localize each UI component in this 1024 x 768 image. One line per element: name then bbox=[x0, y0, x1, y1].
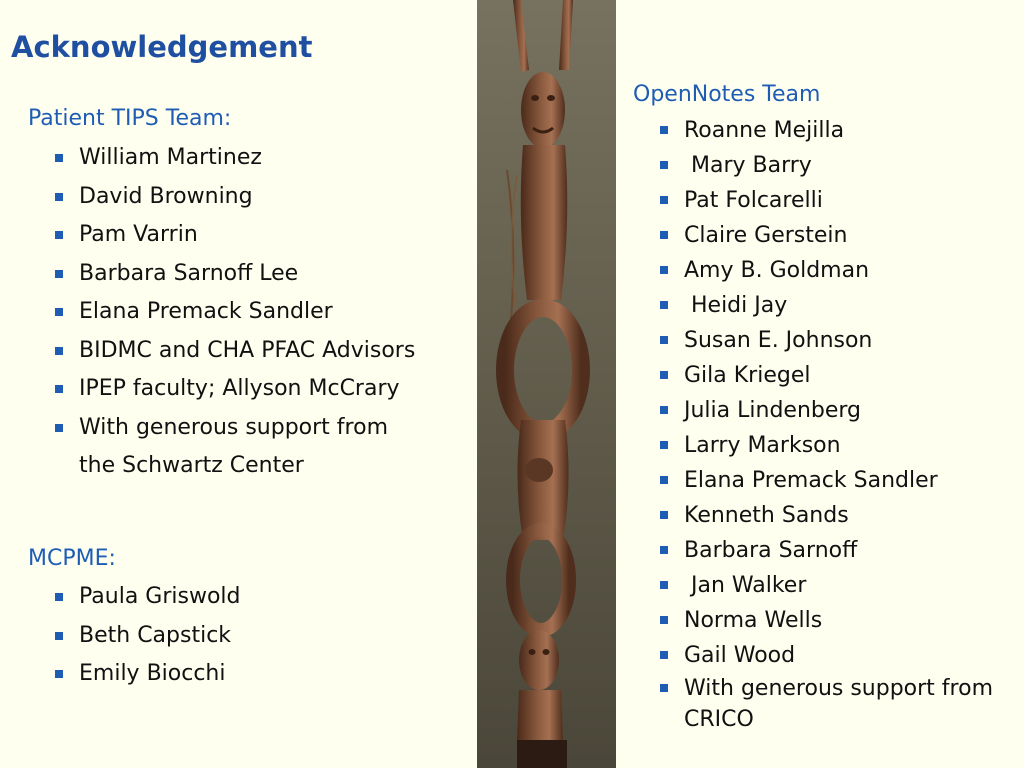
list-item: Beth Capstick bbox=[79, 617, 241, 656]
list-item: Emily Biocchi bbox=[79, 655, 241, 694]
square-bullet-icon bbox=[660, 441, 668, 449]
list-item: Gila Kriegel bbox=[684, 358, 993, 393]
opennotes-list bbox=[684, 113, 993, 735]
list-item: Pam Varrin bbox=[79, 216, 415, 255]
square-bullet-icon bbox=[660, 301, 668, 309]
support-line-1: With generous support from bbox=[684, 676, 993, 701]
carved-totem-photo bbox=[477, 0, 616, 768]
square-bullet-icon bbox=[660, 651, 668, 659]
square-bullet-icon bbox=[55, 424, 63, 432]
square-bullet-icon bbox=[55, 193, 63, 201]
list-item: BIDMC and CHA PFAC Advisors bbox=[79, 332, 415, 371]
square-bullet-icon bbox=[55, 670, 63, 678]
list-item: Heidi Jay bbox=[684, 288, 993, 323]
list-item: Gail Wood bbox=[684, 638, 993, 673]
mcpme-heading: MCPME: bbox=[28, 546, 116, 571]
list-item: Elana Premack Sandler bbox=[684, 463, 993, 498]
list-item: Jan Walker bbox=[684, 568, 993, 603]
list-item: Larry Markson bbox=[684, 428, 993, 463]
mcpme-list bbox=[79, 578, 241, 694]
square-bullet-icon bbox=[660, 126, 668, 134]
list-item: Susan E. Johnson bbox=[684, 323, 993, 358]
square-bullet-icon bbox=[660, 476, 668, 484]
list-item: Mary Barry bbox=[684, 148, 993, 183]
square-bullet-icon bbox=[660, 231, 668, 239]
square-bullet-icon bbox=[55, 385, 63, 393]
support-list-item bbox=[79, 409, 415, 486]
square-bullet-icon bbox=[660, 581, 668, 589]
square-bullet-icon bbox=[660, 161, 668, 169]
square-bullet-icon bbox=[660, 336, 668, 344]
square-bullet-icon bbox=[55, 632, 63, 640]
square-bullet-icon bbox=[55, 154, 63, 162]
list-item: Julia Lindenberg bbox=[684, 393, 993, 428]
list-item: Pat Folcarelli bbox=[684, 183, 993, 218]
square-bullet-icon bbox=[660, 406, 668, 414]
square-bullet-icon bbox=[660, 684, 668, 692]
square-bullet-icon bbox=[55, 231, 63, 239]
square-bullet-icon bbox=[660, 616, 668, 624]
support-line-2: the Schwartz Center bbox=[79, 453, 304, 478]
list-item: Kenneth Sands bbox=[684, 498, 993, 533]
square-bullet-icon bbox=[660, 511, 668, 519]
support-list-item bbox=[684, 673, 993, 735]
list-item: Barbara Sarnoff bbox=[684, 533, 993, 568]
square-bullet-icon bbox=[55, 308, 63, 316]
list-item: Elana Premack Sandler bbox=[79, 293, 415, 332]
slide-title: Acknowledgement bbox=[11, 30, 313, 64]
list-item: Barbara Sarnoff Lee bbox=[79, 255, 415, 294]
list-item: Amy B. Goldman bbox=[684, 253, 993, 288]
carved-wooden-totem-image bbox=[477, 0, 616, 768]
list-item: William Martinez bbox=[79, 139, 415, 178]
square-bullet-icon bbox=[660, 546, 668, 554]
square-bullet-icon bbox=[660, 266, 668, 274]
list-item: IPEP faculty; Allyson McCrary bbox=[79, 370, 415, 409]
patient-tips-heading: Patient TIPS Team: bbox=[28, 106, 232, 131]
square-bullet-icon bbox=[660, 371, 668, 379]
opennotes-heading: OpenNotes Team bbox=[633, 82, 821, 107]
list-item: Paula Griswold bbox=[79, 578, 241, 617]
square-bullet-icon bbox=[660, 196, 668, 204]
support-line-2: CRICO bbox=[684, 707, 754, 732]
list-item: Roanne Mejilla bbox=[684, 113, 993, 148]
list-item: Claire Gerstein bbox=[684, 218, 993, 253]
square-bullet-icon bbox=[55, 593, 63, 601]
list-item: Norma Wells bbox=[684, 603, 993, 638]
support-line-1: With generous support from bbox=[79, 414, 388, 440]
square-bullet-icon bbox=[55, 270, 63, 278]
list-item: David Browning bbox=[79, 178, 415, 217]
patient-tips-list bbox=[79, 139, 415, 486]
square-bullet-icon bbox=[55, 347, 63, 355]
